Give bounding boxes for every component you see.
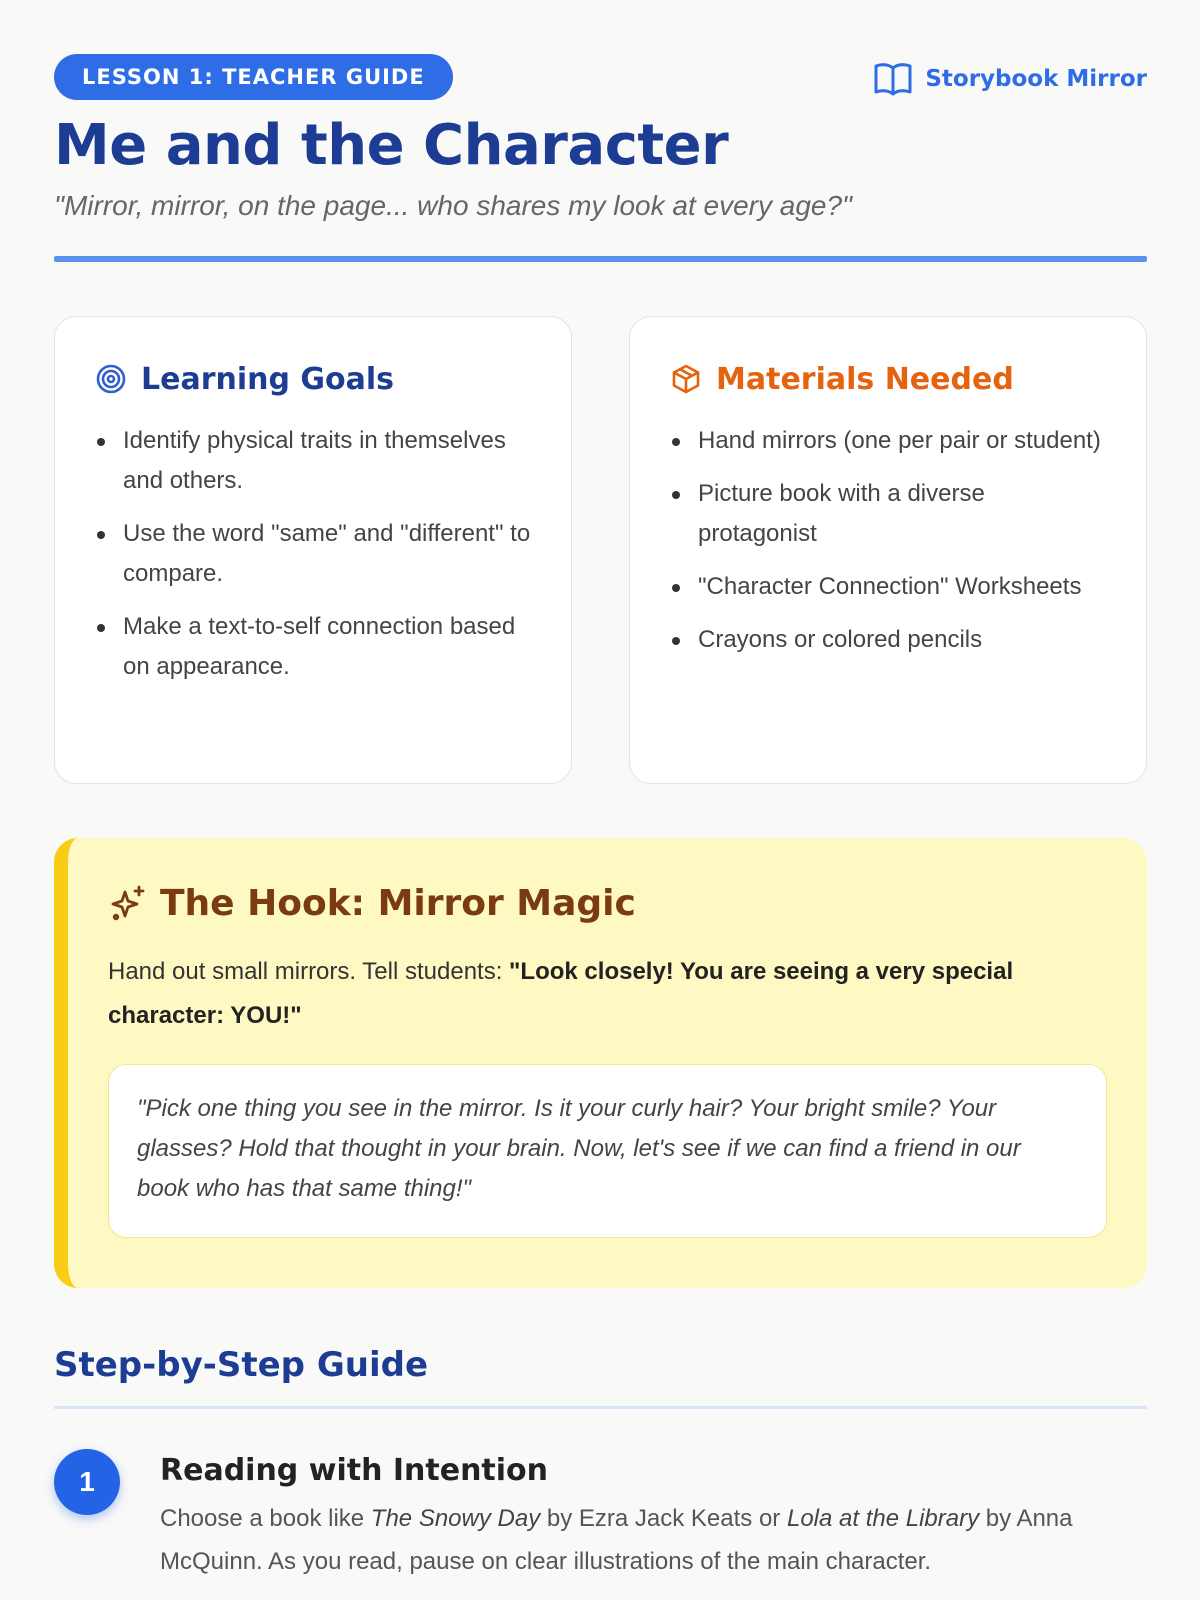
list-item: Make a text-to-self connection based on appearance. [95,607,531,687]
list-item: "Character Connection" Worksheets [670,567,1106,607]
hook-instruction [108,950,1107,1038]
book-title: Lola at the Library [786,1505,980,1532]
steps-heading: Step-by-Step Guide [54,1345,428,1385]
brand-link[interactable] [873,61,1147,97]
hook-intro: Hand out small mirrors. Tell students: [108,958,510,985]
materials-list [670,421,1106,660]
brand-name: Storybook Mirror [925,66,1147,92]
step-description [160,1497,1147,1583]
step-text: by Ezra Jack Keats or [540,1505,787,1532]
header-divider [54,256,1147,262]
learning-goals-list [95,421,531,687]
list-item: Hand mirrors (one per pair or student) [670,421,1106,461]
box-icon [670,363,702,395]
target-icon [95,363,127,395]
page-subtitle: "Mirror, mirror, on the page... who shares my look at every age?" [54,190,852,221]
step-text: by Anna McQuinn. As you read, pause on clear illustrations of the main character. [160,1505,1073,1575]
info-cards [54,316,1147,784]
book-title: The Snowy Day [370,1505,541,1532]
list-item: Crayons or colored pencils [670,620,1106,660]
learning-goals-card [54,316,572,784]
hook-heading: The Hook: Mirror Magic [160,882,636,924]
sparkles-icon [108,883,148,923]
step-number-badge: 1 [54,1449,120,1515]
list-item: Picture book with a diverse protagonist [670,474,1106,554]
materials-card [629,316,1147,784]
learning-goals-heading: Learning Goals [141,361,395,397]
hook-header [108,878,1107,928]
header-bar [54,54,1147,100]
steps-divider [54,1406,1147,1409]
hook-intro-bold: "Look closely! You are seeing a very special character: YOU!" [108,958,1014,1029]
materials-heading: Materials Needed [716,361,1014,397]
hook-quote: "Pick one thing you see in the mirror. Is it your curly hair? Your bright smile? Your glasses? Hold that thought in your brain. Now, let's see if we can find a friend in our book who has that same thing!" [108,1064,1107,1238]
open-book-icon [873,61,913,97]
list-item: Use the word "same" and "different" to compare. [95,514,531,594]
lesson-page [54,54,1147,1583]
list-item: Identify physical traits in themselves and others. [95,421,531,501]
lesson-badge: LESSON 1: TEACHER GUIDE [54,54,453,100]
step-item [54,1449,1147,1583]
step-body [160,1449,1147,1583]
learning-goals-header [95,359,531,399]
step-title: Reading with Intention [160,1453,549,1488]
step-text: Choose a book like [160,1505,371,1532]
hook-section [54,838,1147,1288]
materials-header [670,359,1106,399]
page-title: Me and the Character [54,113,729,178]
